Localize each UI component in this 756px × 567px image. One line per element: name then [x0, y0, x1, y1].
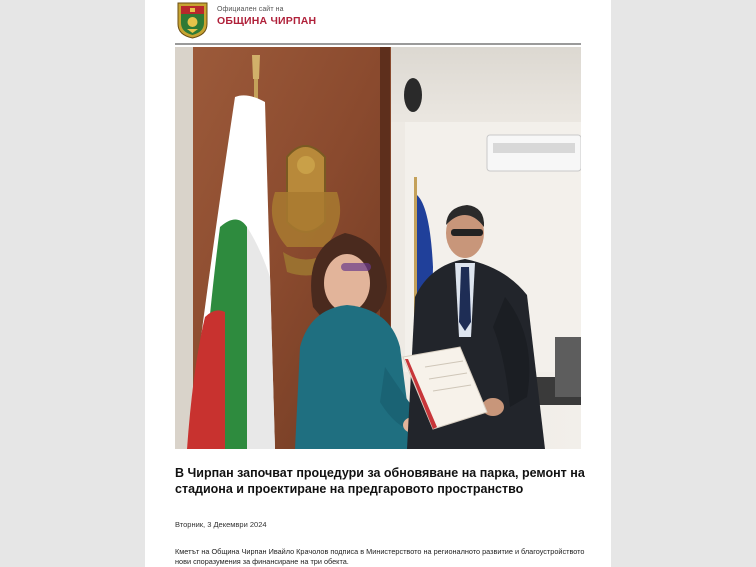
- article-title[interactable]: В Чирпан започват процедури за обновяване на парка, ремонт на стадиона и проектиране на предгаровото пространство: [175, 466, 585, 496]
- page: [145, 0, 611, 567]
- header-divider: [175, 43, 581, 45]
- article-photo[interactable]: [175, 47, 581, 449]
- article-body: Кметът на Община Чирпан Ивайло Крачолов подписа в Министерството на регионалното развитие и благоустройството нови споразумения за финансиране на три обекта.: [175, 547, 585, 566]
- site-label: Официален сайт на: [217, 6, 284, 13]
- photo-illustration: [175, 47, 581, 449]
- site-header: [175, 0, 609, 46]
- article-date: Вторник, 3 Декември 2024: [175, 520, 267, 529]
- site-name-link[interactable]: ОБЩИНА ЧИРПАН: [217, 15, 317, 27]
- municipality-crest-icon[interactable]: [177, 2, 208, 39]
